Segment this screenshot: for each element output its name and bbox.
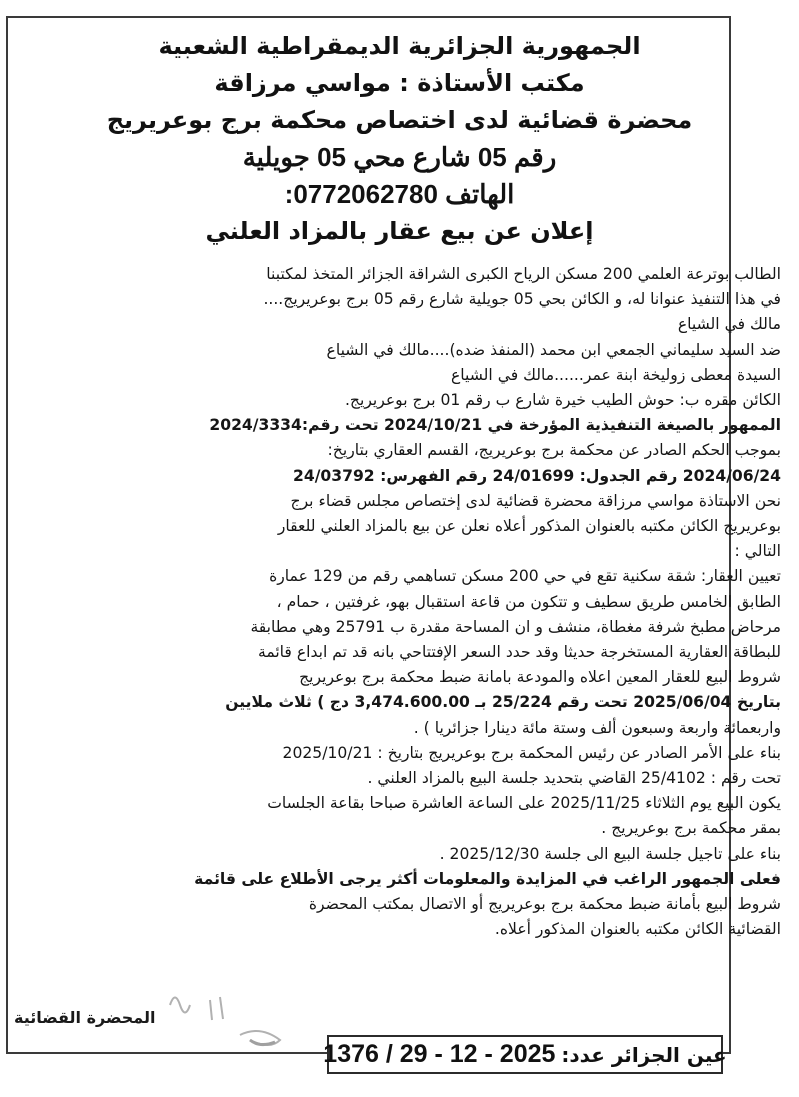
publication-stamp — [323, 1035, 727, 1074]
body-line: واربعمائة واربعة وسبعون ألف وستة مائة دينارا جزائريا ) . — [413, 718, 781, 737]
body-line: بمقر محكمة برج بوعريريج . — [601, 819, 781, 838]
bailiff-jurisdiction: محضرة قضائية لدى اختصاص محكمة برج بوعريريج — [106, 106, 693, 134]
body-line: 2024/06/24 رقم الجدول: 24/01699 رقم الفهرس: 24/03792 — [293, 466, 781, 485]
body-line: يكون البيع يوم الثلاثاء 2025/11/25 على الساعة العاشرة صباحا بقاعة الجلسات — [267, 794, 781, 813]
stamp-label: عين الجزائر عدد: — [561, 1042, 727, 1067]
body-line: بتاريخ 2025/06/04 تحت رقم 25/224 بـ 3,474.600.00 دج ) ثلاث ملايين — [225, 693, 781, 712]
stamp-value: 1376 / 29 - 12 - 2025 — [323, 1040, 556, 1068]
body-line: شروط البيع للعقار المعين اعلاه والمودعة بامانة ضبط محكمة برج بوعريريج — [299, 668, 781, 687]
body-line: الممهور بالصيغة التنفيذية المؤرخة في 2024/10/21 تحت رقم:2024/3334 — [209, 416, 781, 435]
body-line: ضد السيد سليماني الجمعي ابن محمد (المنفذ ضده)....مالك في الشياع — [326, 340, 781, 359]
country-title: الجمهورية الجزائرية الديمقراطية الشعبية — [158, 32, 641, 60]
body-line: الكائن مقره ب: حوش الطيب خيرة شارع ب رقم 01 برج بوعريريج. — [344, 391, 781, 410]
body-line: تعيين العقار: شقة سكنية تقع في حي 200 مسكن تساهمي رقم من 129 عمارة — [269, 567, 781, 586]
body-line: مرحاض مطبخ شرفة مغطاة، منشف و ان المساحة مقدرة ب 25791 وهي مطابقة — [250, 617, 781, 636]
office-name: مكتب الأستاذة : مواسي مرزاقة — [214, 69, 585, 97]
body-line: الطالب بوترعة العلمي 200 مسكن الرياح الكبرى الشراقة الجزائر المتخذ لمكتبنا — [266, 265, 781, 283]
body-line: مالك في الشياع — [677, 315, 781, 334]
body-line: بناء على الأمر الصادر عن رئيس المحكمة برج بوعريريج بتاريخ : 2025/10/21 — [282, 743, 781, 762]
notice-body — [14, 262, 781, 942]
body-line: بوعريريج الكائن مكتبه بالعنوان المذكور أعلاه نعلن عن بيع بالمزاد العلني للعقار — [277, 517, 781, 536]
body-line: الطابق الخامس طريق سطيف و تتكون من قاعة استقبال بهو، غرفتين ، حمام ، — [276, 592, 781, 611]
notice-header — [8, 28, 791, 250]
body-line: فعلى الجمهور الراغب في المزايدة والمعلومات أكثر يرجى الأطلاع على قائمة — [194, 869, 781, 888]
body-line: في هذا التنفيذ عنوانا له، و الكائن بحي 05 جويلية شارع رقم 05 برج بوعريريج.... — [263, 290, 781, 309]
body-line: بموجب الحكم الصادر عن محكمة برج بوعريريج، القسم العقاري بتاريخ: — [327, 441, 781, 460]
body-line: شروط البيع بأمانة ضبط محكمة برج بوعريريج أو الاتصال بمكتب المحضرة — [308, 895, 781, 914]
office-phone: الهاتف 0772062780: — [284, 179, 515, 209]
signature-label: المحضرة القضائية — [14, 1008, 156, 1027]
body-line: التالي : — [734, 542, 781, 561]
office-address: رقم 05 شارع محي 05 جويلية — [242, 142, 557, 172]
body-line: بناء على تاجيل جلسة البيع الى جلسة 2025/12/30 . — [439, 844, 781, 863]
body-line: القضائية الكائن مكتبه بالعنوان المذكور أعلاه. — [494, 920, 781, 939]
signature-scribble-icon — [150, 985, 320, 1055]
body-line: السيدة معطى زوليخة ابنة عمر......مالك في الشياع — [450, 365, 781, 384]
body-line: نحن الاستاذة مواسي مرزاقة محضرة قضائية لدى إختصاص مجلس قضاء برج — [290, 491, 781, 510]
notice-title: إعلان عن بيع عقار بالمزاد العلني — [205, 217, 594, 245]
body-line: تحت رقم : 25/4102 القاضي بتحديد جلسة البيع بالمزاد العلني . — [367, 769, 781, 788]
body-line: للبطاقة العقارية المستخرجة حديثا وقد حدد السعر الإفتتاحي بانه قد تم ابداع قائمة — [257, 643, 781, 662]
